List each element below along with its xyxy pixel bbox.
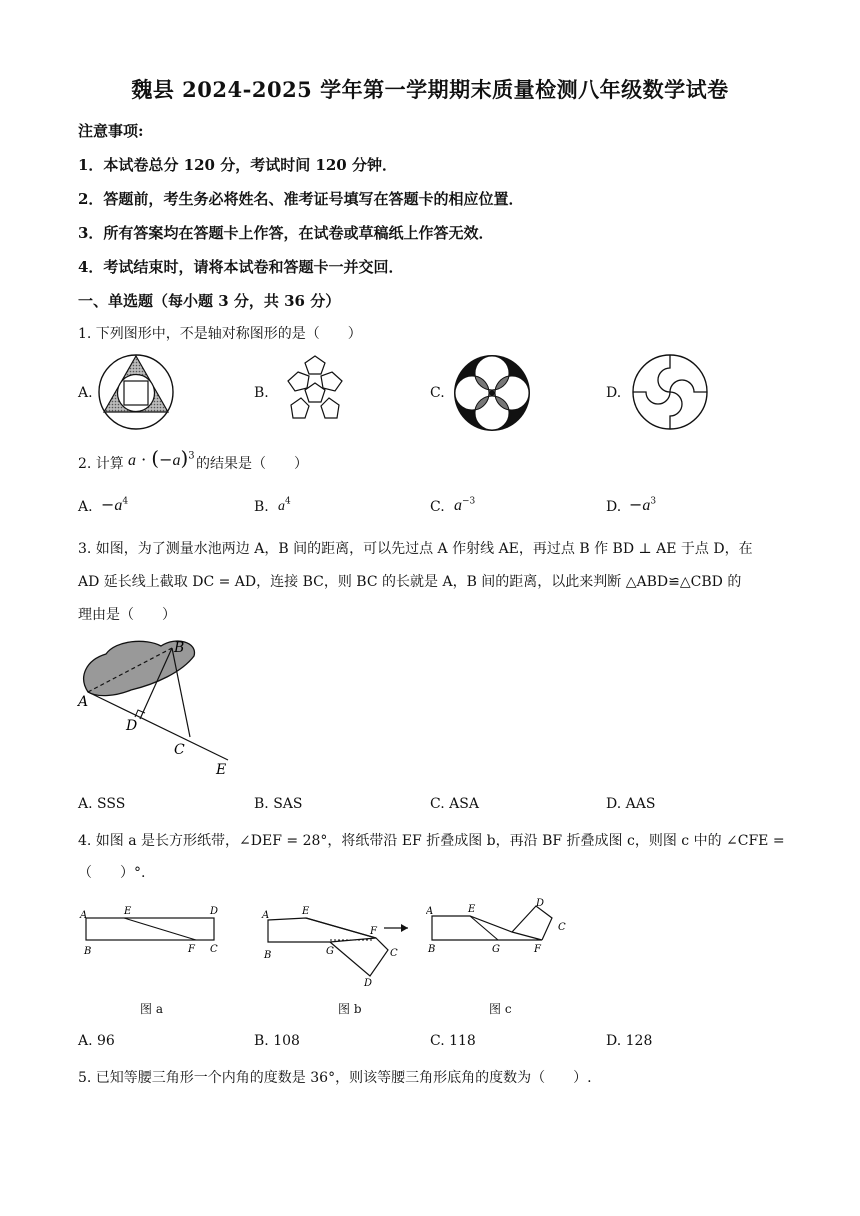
q2-option-d-expr: $-a^3$ xyxy=(629,495,657,514)
note-item-1: 1．本试卷总分 120 分，考试时间 120 分钟． xyxy=(78,156,397,174)
svg-text:D: D xyxy=(210,906,219,917)
q1-stem: 1. 下列图形中，不是轴对称图形的是（ ） xyxy=(78,326,362,342)
svg-text:G: G xyxy=(326,946,334,957)
q1-option-d-label: D. xyxy=(606,385,622,401)
q2-expression: $a \cdot (-a)^3$ xyxy=(128,446,195,470)
svg-text:E: E xyxy=(302,906,310,917)
q5-stem: 5. 已知等腰三角形一个内角的度数是 36°，则该等腰三角形底角的度数为（ ）. xyxy=(78,1070,592,1086)
q4-caption-b: 图 b xyxy=(338,1002,362,1016)
note-item-4: 4．考试结束时，请将本试卷和答题卡一并交回． xyxy=(78,258,404,276)
q3-point-c: C xyxy=(174,742,185,758)
q2-stem-pre: 2. 计算 xyxy=(78,456,124,472)
q2-option-b-label: B. xyxy=(254,499,269,515)
svg-text:B: B xyxy=(264,950,272,961)
q1-figure-b xyxy=(275,353,355,433)
q3-point-b: B xyxy=(174,640,185,656)
q4-line-2: （ ）°. xyxy=(78,865,146,881)
q3-option-d: D. AAS xyxy=(606,796,656,812)
q4-caption-a: 图 a xyxy=(140,1002,163,1016)
q3-line-3: 理由是（ ） xyxy=(78,607,176,623)
page-title: 魏县 2024-2025 学年第一学期期末质量检测八年级数学试卷 xyxy=(131,77,729,102)
notes-heading: 注意事项: xyxy=(78,122,144,140)
q4-caption-c: 图 c xyxy=(489,1002,512,1016)
svg-text:D: D xyxy=(364,978,373,986)
q2-stem-post: 的结果是（ ） xyxy=(196,456,308,472)
q4-line-1: 4. 如图 a 是长方形纸带，∠DEF = 28°，将纸带沿 EF 折叠成图 b，再沿 BF 折叠成图 c，则图 c 中的 ∠CFE = xyxy=(78,833,785,849)
svg-text:G: G xyxy=(492,944,500,955)
svg-text:A: A xyxy=(80,910,88,921)
q4-figure-c xyxy=(426,896,576,960)
q4-option-b: B. 108 xyxy=(254,1033,300,1049)
q1-figure-d xyxy=(630,352,710,432)
svg-text:F: F xyxy=(370,926,377,937)
q4-figure-a xyxy=(78,898,228,962)
q1-figure-c xyxy=(451,352,533,434)
q3-option-b: B. SAS xyxy=(254,796,303,812)
svg-text:E: E xyxy=(124,906,132,917)
svg-text:E: E xyxy=(468,904,476,915)
q3-line-2: AD 延长线上截取 DC = AD，连接 BC，则 BC 的长就是 A，B 间的距离，以此来判断 △ABD≌△CBD 的 xyxy=(78,574,742,590)
q3-point-e: E xyxy=(216,762,227,778)
section-heading: 一、单选题（每小题 3 分，共 36 分） xyxy=(78,292,341,310)
q3-point-a: A xyxy=(78,694,89,710)
svg-text:F: F xyxy=(188,944,195,955)
svg-text:A: A xyxy=(426,906,434,917)
q3-option-c: C. ASA xyxy=(430,796,479,812)
q1-option-b-label: B. xyxy=(254,385,269,401)
note-item-3: 3．所有答案均在答题卡上作答，在试卷或草稿纸上作答无效． xyxy=(78,224,494,242)
q1-option-a-label: A. xyxy=(78,385,93,401)
q2-option-a-label: A. xyxy=(78,499,93,515)
svg-text:F: F xyxy=(534,944,541,955)
q2-option-b-expr: $a^4$ xyxy=(278,496,291,514)
q1-option-c-label: C. xyxy=(430,385,445,401)
q3-line-1: 3. 如图，为了测量水池两边 A，B 间的距离，可以先过点 A 作射线 AE，再过点 B 作 BD ⊥ AE 于点 D，在 xyxy=(78,541,753,557)
svg-text:C: C xyxy=(390,948,398,959)
q4-option-a: A. 96 xyxy=(78,1033,115,1049)
svg-text:C: C xyxy=(210,944,218,955)
q4-option-d: D. 128 xyxy=(606,1033,653,1049)
q1-figure-a xyxy=(96,352,176,432)
q4-option-c: C. 118 xyxy=(430,1033,476,1049)
svg-text:B: B xyxy=(84,946,92,957)
note-item-2: 2．答题前，考生务必将姓名、准考证号填写在答题卡的相应位置． xyxy=(78,190,524,208)
svg-text:D: D xyxy=(536,898,545,909)
svg-text:B: B xyxy=(428,944,436,955)
q2-option-d-label: D. xyxy=(606,499,622,515)
q2-option-c-label: C. xyxy=(430,499,445,515)
q3-option-a: A. SSS xyxy=(78,796,126,812)
svg-text:A: A xyxy=(262,910,270,921)
q3-figure xyxy=(76,632,246,782)
q2-option-a-expr: $-a^4$ xyxy=(101,495,129,514)
q3-point-d: D xyxy=(126,718,138,734)
svg-text:C: C xyxy=(558,922,566,933)
q2-option-c-expr: $a^{-3}$ xyxy=(454,496,476,514)
q4-figure-b xyxy=(260,898,410,986)
